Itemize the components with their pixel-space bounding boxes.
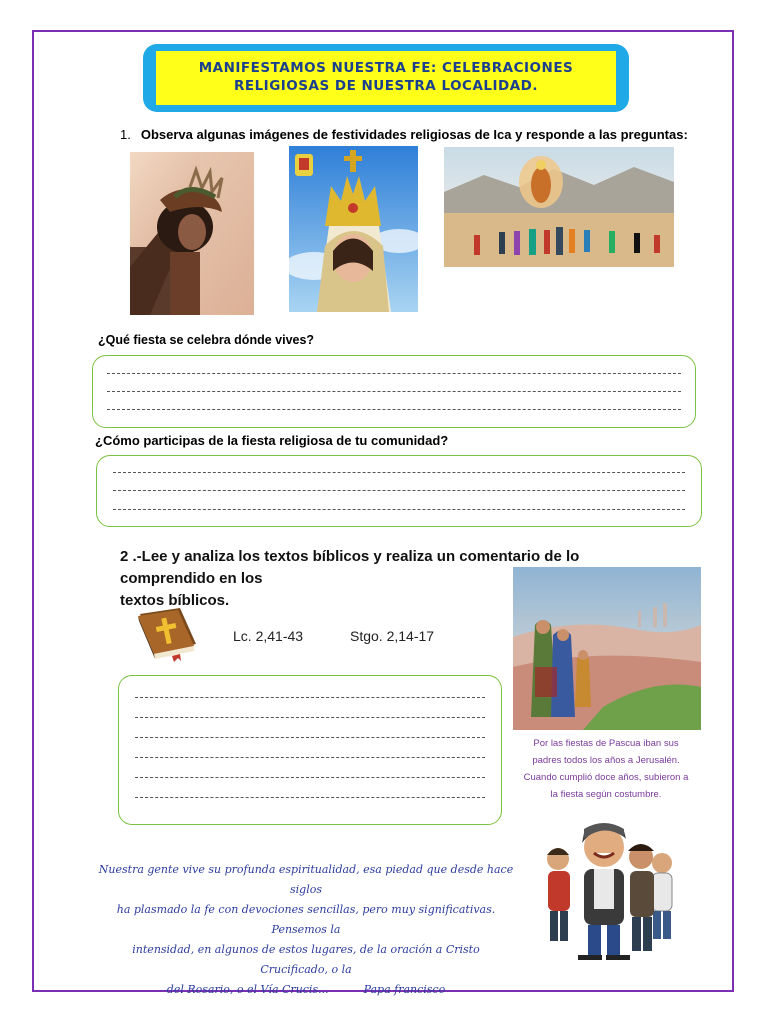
answer-line: [135, 797, 485, 798]
title-line-2: RELIGIOSAS DE NUESTRA LOCALIDAD.: [233, 78, 539, 94]
quote-line-1: Nuestra gente vive su profunda espiritualidad, esa piedad que desde hace siglos: [98, 863, 514, 896]
answer-line: [113, 472, 685, 473]
question-1: [120, 127, 688, 142]
crucified-christ-image: [130, 152, 254, 315]
quote-line-3: intensidad, en algunos de estos lugares, de la oración a Cristo Crucificado, o la: [132, 943, 480, 976]
caption-line-2: padres todos los años a Jerusalén.: [532, 755, 680, 766]
bible-icon: [134, 604, 200, 662]
answer-line: [113, 509, 685, 510]
question-1-text: Observa algunas imágenes de festividades religiosas de Ica y responde a las preguntas:: [140, 127, 688, 142]
caption-line-4: la fiesta según costumbre.: [550, 789, 662, 800]
answer-line: [135, 717, 485, 718]
answer-line: [135, 737, 485, 738]
caption-line-3: Cuando cumplió doce años, subieron a: [523, 772, 689, 783]
answer-line: [107, 409, 681, 410]
quote-author: Papa francisco: [363, 983, 446, 996]
title-banner: [143, 44, 629, 112]
title-inner: [156, 51, 616, 105]
page-title: [199, 60, 574, 95]
pope-quote: [98, 860, 514, 1000]
bible-reference-james: Stgo. 2,14-17: [350, 628, 435, 644]
section-2-line-2: textos bíblicos.: [120, 592, 230, 609]
caption-line-1: Por las fiestas de Pascua iban sus: [533, 738, 679, 749]
answer-line: [135, 697, 485, 698]
answer-line: [135, 777, 485, 778]
question-a: ¿Qué fiesta se celebra dónde vives?: [98, 333, 315, 347]
answer-line: [107, 373, 681, 374]
bible-reference-luke: Lc. 2,41-43: [233, 628, 304, 644]
procession-image: [444, 147, 674, 267]
quote-line-2: ha plasmado la fe con devociones sencillas, pero muy significativas. Pensemos la: [116, 903, 496, 936]
answer-line: [135, 757, 485, 758]
bible-caption: [520, 735, 692, 803]
answer-box-comment[interactable]: [118, 675, 502, 825]
section-2-line-1: 2 .-Lee y analiza los textos bíblicos y realiza un comentario de lo comprendido en los: [120, 548, 580, 587]
crowned-virgin-image: [289, 146, 418, 312]
answer-box-a[interactable]: [92, 355, 696, 428]
title-line-1: MANIFESTAMOS NUESTRA FE: CELEBRACIONES: [198, 60, 574, 77]
question-b: ¿Cómo participas de la fiesta religiosa de tu comunidad?: [95, 433, 449, 448]
youth-group-illustration: [538, 815, 680, 960]
answer-line: [107, 391, 681, 392]
answer-line: [113, 490, 685, 491]
holy-family-illustration: [513, 567, 701, 730]
question-1-number: 1.: [120, 127, 131, 142]
quote-line-4: del Rosario, o el Vía Crucis...: [166, 983, 329, 996]
answer-box-b[interactable]: [96, 455, 702, 527]
